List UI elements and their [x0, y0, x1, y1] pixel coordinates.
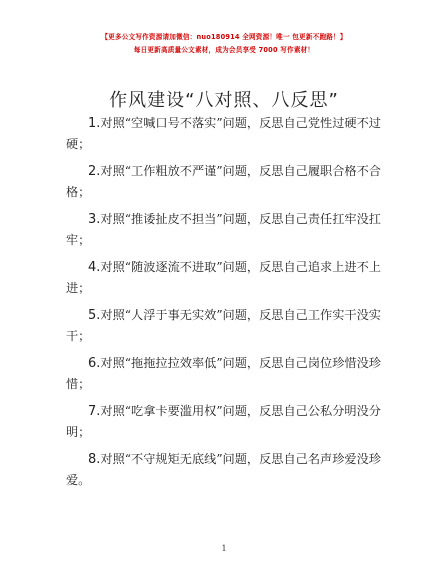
item-text-continued: 牢；	[66, 233, 91, 247]
list-item	[66, 164, 386, 212]
item-number: 2.	[88, 164, 101, 179]
item-number: 7.	[88, 404, 101, 419]
item-text: 对照“推诿扯皮不担当”问题，反思自己责任扛牢没扛	[100, 212, 381, 226]
promo-banner-line-2: 每日更新高质量公文素材，成为会员享受 7000 写作素材！	[133, 46, 315, 54]
promo-banner-line-1: 【更多公文写作资源请加微信：nuo180914 全网资源！唯一 包更新不跑路！】	[101, 33, 347, 41]
reflection-list	[66, 116, 386, 500]
list-item	[66, 452, 386, 500]
item-number: 6.	[88, 356, 101, 371]
list-item	[66, 308, 386, 356]
item-text: 对照“吃拿卡要滥用权”问题，反思自己公私分明没分	[100, 404, 381, 418]
item-text: 对照“随波逐流不进取”问题，反思自己追求上进不上	[100, 260, 381, 274]
item-text: 对照“不守规矩无底线”问题，反思自己名声珍爱没珍	[100, 452, 381, 466]
item-text: 对照“空喊口号不落实”问题，反思自己党性过硬不过	[100, 116, 381, 130]
item-number: 4.	[88, 260, 101, 275]
item-text: 对照“拖拖拉拉效率低”问题，反思自己岗位珍惜没珍	[100, 356, 381, 370]
list-item	[66, 212, 386, 260]
document-title: 作风建设“八对照、八反思”	[109, 90, 339, 111]
item-text-continued: 惜；	[66, 377, 91, 391]
item-text-continued: 硬；	[66, 137, 91, 151]
item-text-continued: 进；	[66, 281, 91, 295]
item-text: 对照“工作粗放不严谨”问题，反思自己履职合格不合	[100, 164, 381, 178]
item-number: 3.	[88, 212, 101, 227]
list-item	[66, 404, 386, 452]
list-item	[66, 116, 386, 164]
item-text: 对照“人浮于事无实效”问题，反思自己工作实干没实	[100, 308, 381, 322]
list-item	[66, 356, 386, 404]
item-number: 1.	[88, 116, 101, 131]
item-number: 5.	[88, 308, 101, 323]
item-text-continued: 明；	[66, 425, 91, 439]
item-text-continued: 格；	[66, 185, 91, 199]
list-item	[66, 260, 386, 308]
item-text-continued: 爱。	[66, 473, 91, 487]
item-number: 8.	[88, 452, 101, 467]
page-number: 1	[221, 544, 227, 553]
item-text-continued: 干；	[66, 329, 91, 343]
